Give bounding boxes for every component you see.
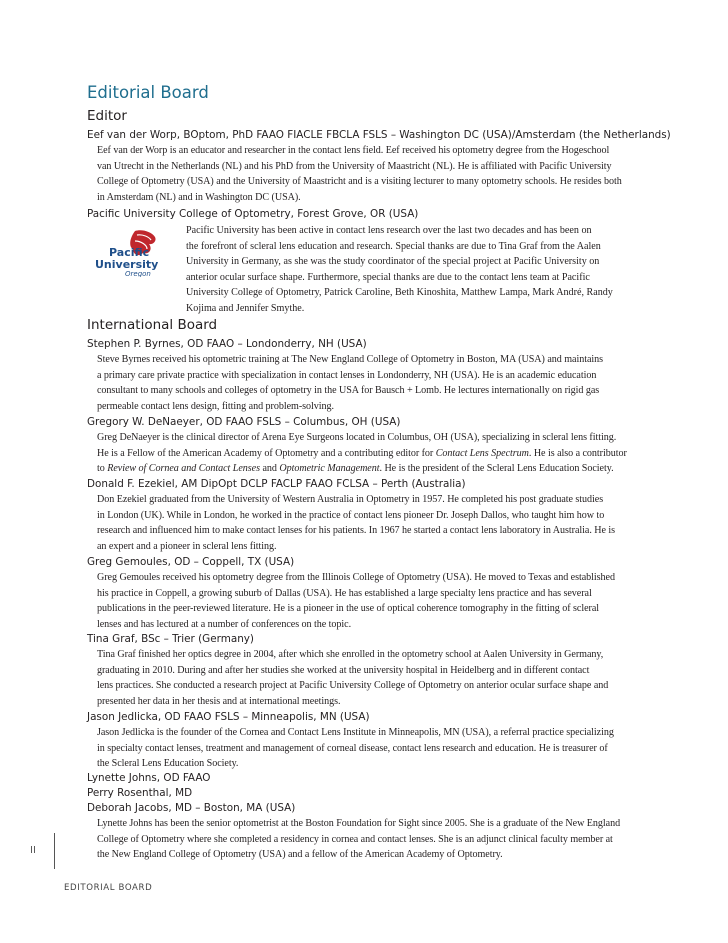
person-bio xyxy=(87,725,647,772)
person-bio xyxy=(87,647,647,709)
person-name: Tina Graf, BSc – Trier (Germany) xyxy=(87,633,254,645)
bio-line: in London (UK). While in London, he worked in the practice of contact lens pioneer Dr. Joseph Dallos, who taught him how to xyxy=(97,509,605,521)
person-name: Greg Gemoules, OD – Coppell, TX (USA) xyxy=(87,556,295,568)
journal-title: Optometric Management xyxy=(279,463,380,475)
bio-line: to Review of Cornea and Contact Lenses and Optometric Management. He is the president of the Scleral Lens Education Society. xyxy=(97,463,614,475)
bio-line: van Utrecht in the Netherlands (NL) and his PhD from the University of Maastricht (NL). He is affiliated with Pacific University xyxy=(97,160,612,172)
person-name: Stephen P. Byrnes, OD FAAO – Londonderry, NH (USA) xyxy=(87,338,367,350)
bio-line: Eef van der Worp is an educator and researcher in the contact lens field. Eef received his optometry degree from the Hogeschool xyxy=(97,145,610,156)
bio-line: Kojima and Jennifer Smythe. xyxy=(186,302,305,314)
bio-line: the forefront of scleral lens education and research. Special thanks are due to Tina Graf from the Aalen xyxy=(186,240,601,252)
board-member-jacobs xyxy=(87,801,647,863)
editor-entry xyxy=(87,128,671,205)
bio-line: Steve Byrnes received his optometric training at The New England College of Optometry in Boston, MA (USA) and maintains xyxy=(97,354,604,365)
pacific-university-logo xyxy=(95,229,175,277)
person-name: Jason Jedlicka, OD FAAO FSLS – Minneapolis, MN (USA) xyxy=(87,711,370,723)
person-name: Eef van der Worp, BOptom, PhD FAAO FIACLE FBCLA FSLS – Washington DC (USA)/Amsterdam (the Netherlands) xyxy=(87,129,671,141)
bio-line: Greg DeNaeyer is the clinical director of Arena Eye Surgeons located in Columbus, OH (USA), specializing in scleral lens fitting. xyxy=(97,432,617,443)
journal-title: Review of Cornea and Contact Lenses xyxy=(107,463,260,475)
person-bio xyxy=(87,352,647,414)
section-title-international: International Board xyxy=(87,317,218,333)
board-member-rosenthal xyxy=(87,786,647,801)
bio-line: Pacific University has been active in contact lens research over the last two decades and has been on xyxy=(186,225,592,236)
bio-line: University in Germany, as she was the study coordinator of the special project at Pacific University on xyxy=(186,256,600,268)
bio-line: in specialty contact lenses, treatment and management of corneal disease, contact lens research and education. He is treasurer of xyxy=(97,742,608,754)
bio-line: College of Optometry (USA) and the University of Maastricht and is a visiting lecturer to many optometry schools. He resides both xyxy=(97,176,622,188)
person-name: Lynette Johns, OD FAAO xyxy=(87,772,211,784)
bio-line: presented her data in her thesis and at international meetings. xyxy=(97,695,341,707)
running-footer: EDITORIAL BOARD xyxy=(64,883,153,893)
journal-title: Contact Lens Spectrum xyxy=(435,447,529,459)
bio-line: Jason Jedlicka is the founder of the Cornea and Contact Lens Institute in Minneapolis, MN (USA), a referral practice specializing xyxy=(97,727,614,738)
person-name: Deborah Jacobs, MD – Boston, MA (USA) xyxy=(87,802,296,814)
person-bio xyxy=(87,570,647,632)
person-name: Donald F. Ezekiel, AM DipOpt DCLP FACLP FAAO FCLSA – Perth (Australia) xyxy=(87,478,466,490)
institution-name: Pacific University College of Optometry, Forest Grove, OR (USA) xyxy=(87,208,419,220)
person-bio xyxy=(87,492,647,554)
board-member-johns xyxy=(87,771,647,786)
board-member-denaeyer xyxy=(87,415,647,477)
logo-word-1: Pacific xyxy=(109,246,150,259)
pacific-entry xyxy=(87,207,647,222)
pacific-bio xyxy=(186,223,613,317)
bio-line: publications in the peer-reviewed literature. He is a pioneer in the use of optical coherence tomography in the fitting of scleral xyxy=(97,603,600,615)
bio-line: a primary care private practice with specialization in contact lenses in Londonderry, NH (USA). He is an academic education xyxy=(97,369,597,381)
person-bio xyxy=(87,143,647,205)
bio-line: Lynette Johns has been the senior optometrist at the Boston Foundation for Sight since 2005. She is a graduate of the New England xyxy=(97,818,621,829)
page-number: II xyxy=(30,845,36,856)
person-bio xyxy=(87,430,647,477)
person-name: Perry Rosenthal, MD xyxy=(87,787,193,799)
bio-line: Tina Graf finished her optics degree in 2004, after which she enrolled in the optometry school at Aalen University in Germany, xyxy=(97,649,604,660)
margin-rule xyxy=(54,833,55,869)
logo-word-2: University xyxy=(95,258,159,271)
person-bio xyxy=(87,816,647,863)
bio-line: anterior ocular surface shape. Furthermore, special thanks are due to the contact lens team at Pacific xyxy=(186,271,590,283)
board-member-graf xyxy=(87,632,647,709)
person-name: Gregory W. DeNaeyer, OD FAAO FSLS – Columbus, OH (USA) xyxy=(87,416,401,428)
bio-line: College of Optometry where she completed a residency in cornea and contact lenses. She is an adjunct clinical faculty member at xyxy=(97,833,613,845)
board-member-jedlicka xyxy=(87,710,647,772)
bio-line: in Amsterdam (NL) and in Washington DC (USA). xyxy=(97,191,301,203)
logo-word-3: Oregon xyxy=(125,270,151,277)
bio-line: consultant to many schools and colleges of optometry in the USA for Bausch + Lomb. He lectures internationally on rigid gas xyxy=(97,385,600,397)
bio-line: an expert and a pioneer in scleral lens fitting. xyxy=(97,540,277,552)
bio-line: his practice in Coppell, a growing suburb of Dallas (USA). He has established a large specialty lens practice and has several xyxy=(97,587,592,599)
board-member-byrnes xyxy=(87,337,647,414)
bio-line: He is a Fellow of the American Academy of Optometry and a contributing editor for Contact Lens Spectrum. He is also a contributor xyxy=(97,447,627,459)
bio-line: research and influenced him to make contact lenses for his patients. In 1967 he started a contact lens laboratory in Australia. He is xyxy=(97,525,616,537)
page-title: Editorial Board xyxy=(87,83,209,102)
bio-line: permeable contact lens design, fitting and problem-solving. xyxy=(97,400,334,412)
bio-line: the New England College of Optometry (USA) and a fellow of the American Academy of Optometry. xyxy=(97,849,503,861)
bio-line: graduating in 2010. During and after her studies she worked at the university hospital in Heidelberg and in different contact xyxy=(97,664,590,676)
bio-line: the Scleral Lens Education Society. xyxy=(97,758,239,770)
bio-line: lens practices. She conducted a research project at Pacific University College of Optometry on anterior ocular surface shape and xyxy=(97,680,609,692)
bio-line: lenses and has lectured at a number of conferences on the topic. xyxy=(97,618,352,630)
bio-line: Don Ezekiel graduated from the University of Western Australia in Optometry in 1957. He completed his post graduate studies xyxy=(97,494,604,505)
bio-line: Greg Gemoules received his optometry degree from the Illinois College of Optometry (USA). He moved to Texas and established xyxy=(97,572,615,583)
board-member-gemoules xyxy=(87,555,647,632)
section-title-editor: Editor xyxy=(87,108,127,124)
bio-line: University College of Optometry, Patrick Caroline, Beth Kinoshita, Matthew Lampa, Mark André, Randy xyxy=(186,287,613,299)
board-member-ezekiel xyxy=(87,477,647,554)
